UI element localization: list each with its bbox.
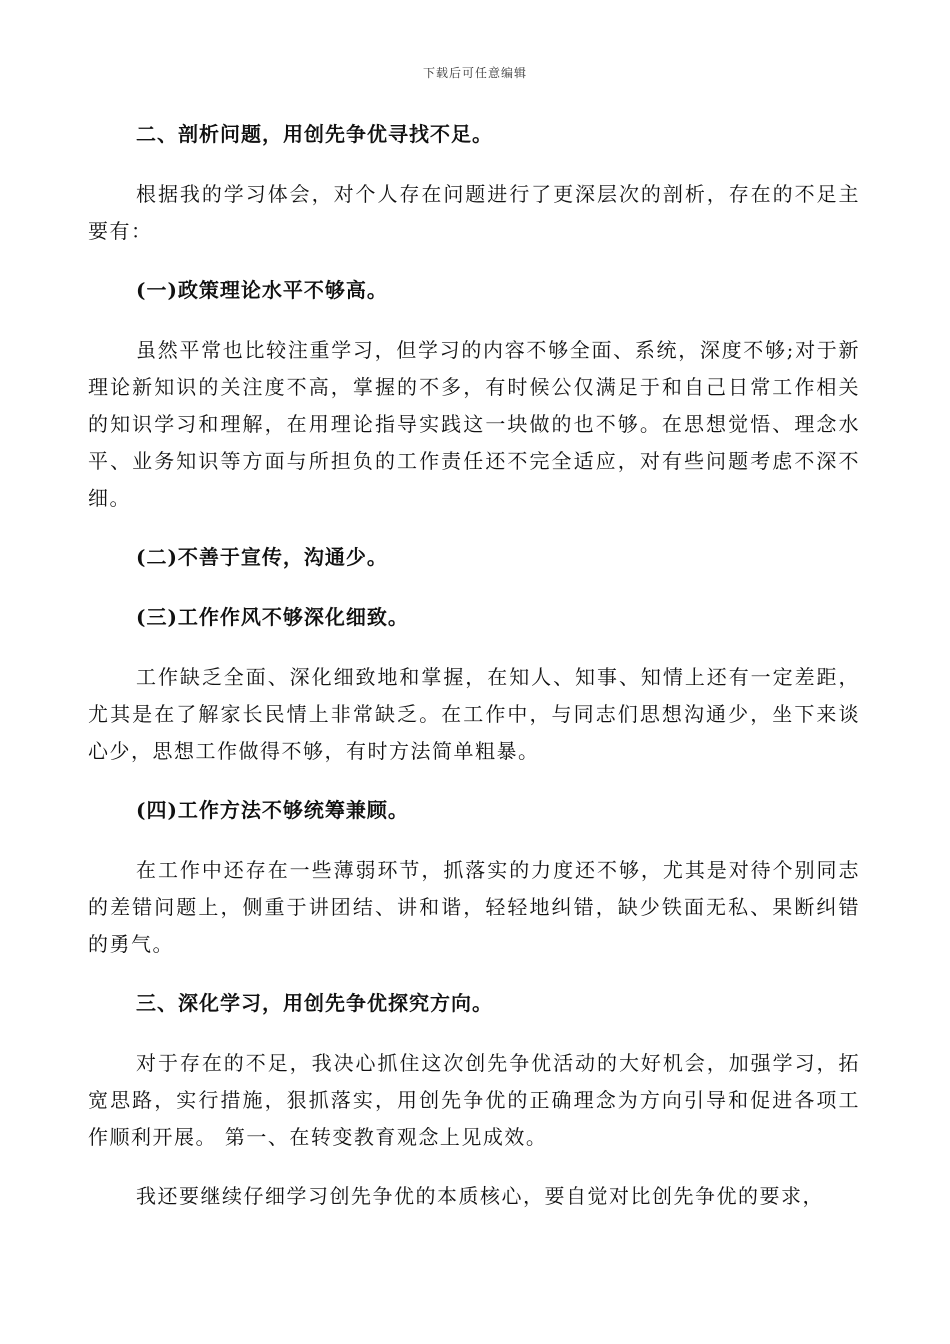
subheading-policy-theory: (一)政策理论水平不够高。 bbox=[136, 278, 388, 302]
subheading-work-style: (三)工作作风不够深化细致。 bbox=[136, 605, 409, 629]
subheading-communication: (二)不善于宣传，沟通少。 bbox=[136, 545, 388, 569]
subheading-work-method: (四)工作方法不够统筹兼顾。 bbox=[136, 798, 409, 822]
paragraph-work-style: 工作缺乏全面、深化细致地和掌握，在知人、知事、知情上还有一定差距，尤其是在了解家长民情上非常缺乏。在工作中，与同志们思想沟通少，坐下来谈心少，思想工作做得不够，有时方法简单粗暴。 bbox=[88, 665, 860, 763]
paragraph-continue-study: 我还要继续仔细学习创先争优的本质核心，要自觉对比创先争优的要求， bbox=[136, 1184, 824, 1208]
paragraph-analysis-intro: 根据我的学习体会，对个人存在问题进行了更深层次的剖析，存在的不足主要有： bbox=[88, 182, 860, 243]
document-body bbox=[88, 116, 860, 1237]
section-heading-3: 三、深化学习，用创先争优探究方向。 bbox=[136, 991, 493, 1015]
section-heading-2: 二、剖析问题，用创先争优寻找不足。 bbox=[136, 122, 493, 146]
page-header-note: 下载后可任意编辑 bbox=[422, 66, 527, 80]
paragraph-deepen-study: 对于存在的不足，我决心抓住这次创先争优活动的大好机会，加强学习，拓宽思路，实行措施，狠抓落实，用创先争优的正确理念为方向引导和促进各项工作顺利开展。 第一、在转变教育观念上见成效。 bbox=[88, 1051, 860, 1149]
paragraph-policy-theory: 虽然平常也比较注重学习，但学习的内容不够全面、系统，深度不够;对于新理论新知识的关注度不高，掌握的不多，有时候公仅满足于和自己日常工作相关的知识学习和理解，在用理论指导实践这一块做的也不够。在思想觉悟、理念水平、业务知识等方面与所担负的工作责任还不完全适应，对有些问题考虑不深不细。 bbox=[88, 338, 860, 510]
paragraph-work-method: 在工作中还存在一些薄弱环节，抓落实的力度还不够，尤其是对待个别同志的差错问题上，侧重于讲团结、讲和谐，轻轻地纠错，缺少铁面无私、果断纠错的勇气。 bbox=[88, 858, 860, 956]
